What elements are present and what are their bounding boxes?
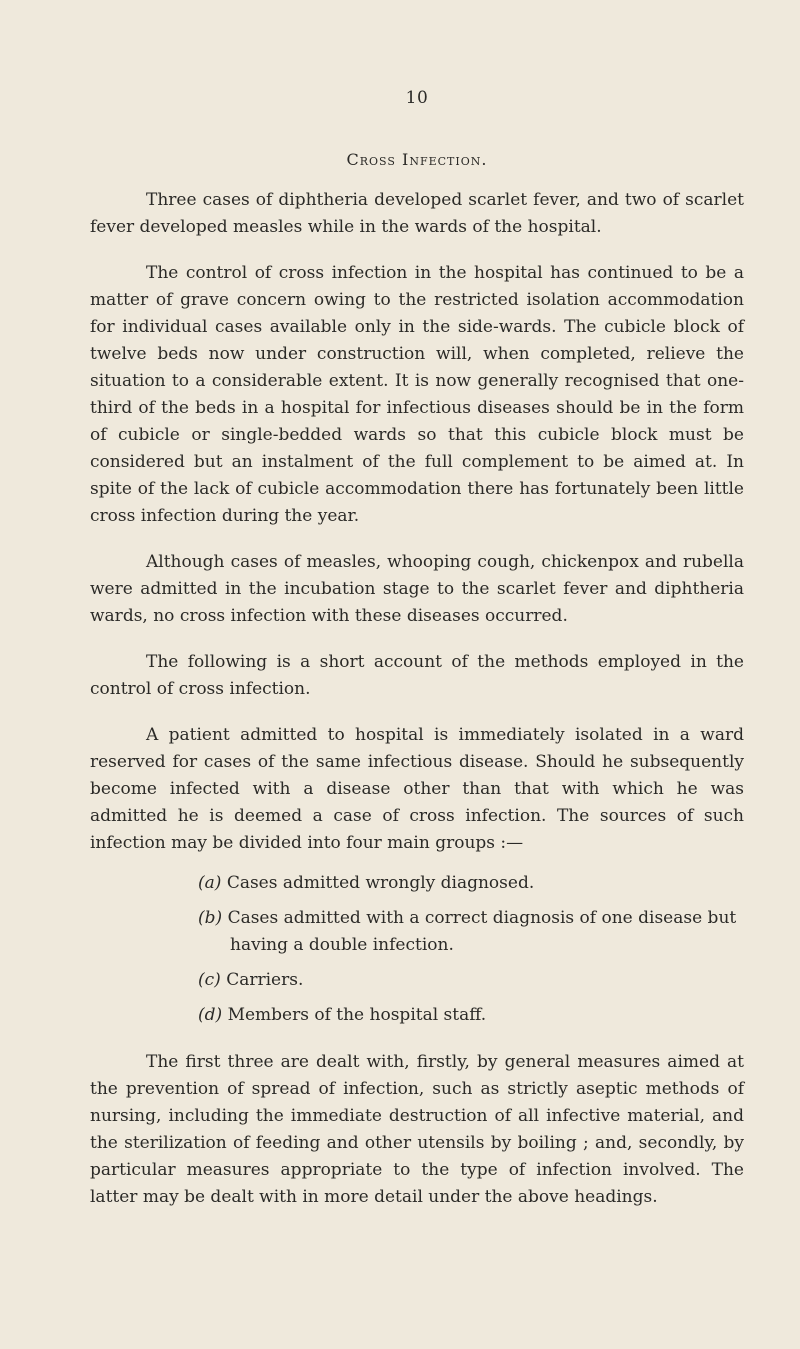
list-marker: (c) (198, 970, 221, 990)
paragraph-methods-intro: The following is a short account of the methods employed in the control of cross infection. (90, 652, 744, 699)
paragraph-incubation-cases: Although cases of measles, whooping cough, chickenpox and rubella were admitted in the incubation stage to the scarlet fever and diphtheria wards, no cross infection with these diseases occurred. (90, 552, 744, 626)
list-item (90, 905, 744, 959)
list-item (90, 1002, 744, 1029)
list-item (90, 870, 744, 897)
list-item-text: Cases admitted with a correct diagnosis of one disease but having a double infection. (227, 908, 737, 955)
list-item-text: Cases admitted wrongly diagnosed. (226, 873, 535, 893)
list-item (90, 967, 744, 994)
list-item-text: Carriers. (226, 970, 304, 990)
page-number: 10 (405, 88, 429, 108)
section-title: Cross Infection. (346, 150, 488, 169)
infection-sources-list (90, 870, 744, 1029)
paragraph-isolation-sources: A patient admitted to hospital is immediately isolated in a ward reserved for cases of the same infectious disease. Should he subsequently become infected with a disease other than that with which he was admitted he is deemed a case of cross infection. The sources of such infection may be divided into four main groups :— (90, 725, 744, 853)
paragraph-scarlet-measles: Three cases of diphtheria developed scarlet fever, and two of scarlet fever developed measles while in the wards of the hospital. (90, 190, 744, 237)
paragraph-cross-infection-control: The control of cross infection in the hospital has continued to be a matter of grave concern owing to the restricted isolation accommodation for individual cases available only in the side-wards. The cubicle block of twelve beds now under construction will, when completed, relieve the situation to a considerable extent. It is now generally recognised that one-third of the beds in a hospital for infectious diseases should be in the form of cubicle or single-bedded wards so that this cubicle block must be considered but an instalment of the full complement to be aimed at. In spite of the lack of cubicle accommodation there has fortunately been little cross infection during the year. (90, 263, 744, 526)
list-marker: (b) (198, 908, 223, 928)
list-marker: (d) (198, 1005, 223, 1025)
list-marker: (a) (198, 873, 222, 893)
list-item-text: Members of the hospital staff. (227, 1005, 487, 1025)
paragraph-general-measures: The first three are dealt with, firstly, by general measures aimed at the prevention of spread of infection, such as strictly aseptic methods of nursing, including the immediate destruction of all infective material, and the sterilization of feeding and other utensils by boiling ; and, secondly, by particular measures appropriate to the type of infection involved. The latter may be dealt with in more detail under the above headings. (90, 1052, 744, 1207)
